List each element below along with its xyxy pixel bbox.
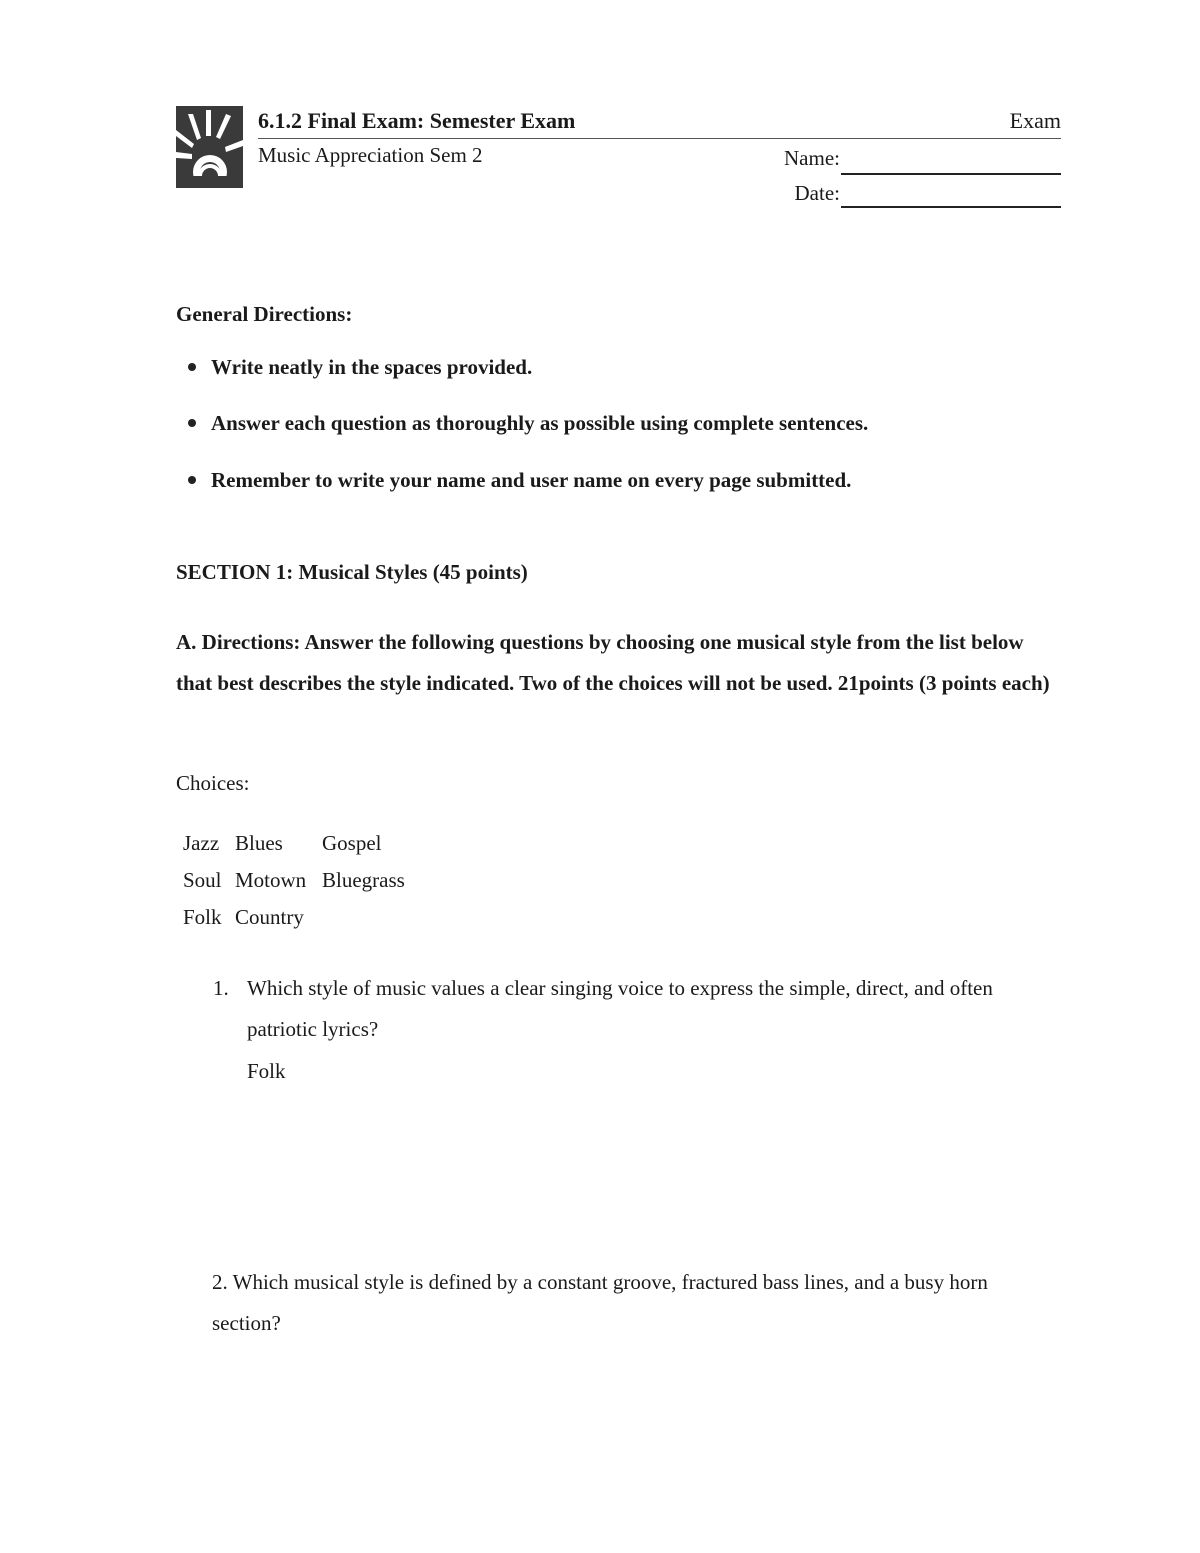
choice-item: Country <box>235 905 304 929</box>
direction-item <box>188 411 868 436</box>
section-label: SECTION 1: <box>176 560 294 584</box>
date-field[interactable] <box>841 206 1061 208</box>
choice-item: Soul <box>183 868 222 892</box>
direction-item <box>188 468 851 493</box>
question-answer[interactable]: Folk <box>247 1059 286 1083</box>
bullet-icon <box>188 363 196 371</box>
course-name: Music Appreciation Sem 2 <box>258 143 483 167</box>
name-field[interactable] <box>841 173 1061 175</box>
general-directions-heading: General Directions: <box>176 302 353 326</box>
sunburst-logo-icon <box>176 106 243 188</box>
name-label: Name: <box>784 146 840 170</box>
choice-item: Folk <box>183 905 222 929</box>
choice-item: Gospel <box>322 831 382 855</box>
bullet-icon <box>188 476 196 484</box>
question-text <box>212 1262 1052 1344</box>
date-label: Date: <box>794 181 840 205</box>
question-body: Which musical style is defined by a constant groove, fractured bass lines, and a busy horn section? <box>212 1270 988 1335</box>
direction-text: Write neatly in the spaces provided. <box>211 355 533 379</box>
section-title: Musical Styles (45 points) <box>298 560 528 584</box>
question-number: 1. <box>213 976 229 1000</box>
document-type: Exam <box>1009 108 1061 133</box>
section-heading <box>176 560 528 585</box>
header-divider <box>258 138 1061 139</box>
direction-text: Remember to write your name and user name on every page submitted. <box>211 468 852 492</box>
direction-text: Answer each question as thoroughly as possible using complete sentences. <box>211 411 869 435</box>
section-directions: A. Directions: Answer the following questions by choosing one musical style from the list below that best describes the style indicated. Two of the choices will not be used. 21points (3 points each) <box>176 630 1050 695</box>
choice-item: Blues <box>235 831 283 855</box>
question-text: Which style of music values a clear singing voice to express the simple, direct, and often patriotic lyrics? <box>247 976 993 1041</box>
bullet-icon <box>188 419 196 427</box>
question-number: 2. <box>212 1270 228 1294</box>
choice-item: Bluegrass <box>322 868 405 892</box>
choice-item: Motown <box>235 868 307 892</box>
exam-title: 6.1.2 Final Exam: Semester Exam <box>258 108 576 133</box>
choice-item: Jazz <box>183 831 220 855</box>
direction-item <box>188 355 532 380</box>
choices-label: Choices: <box>176 771 250 795</box>
